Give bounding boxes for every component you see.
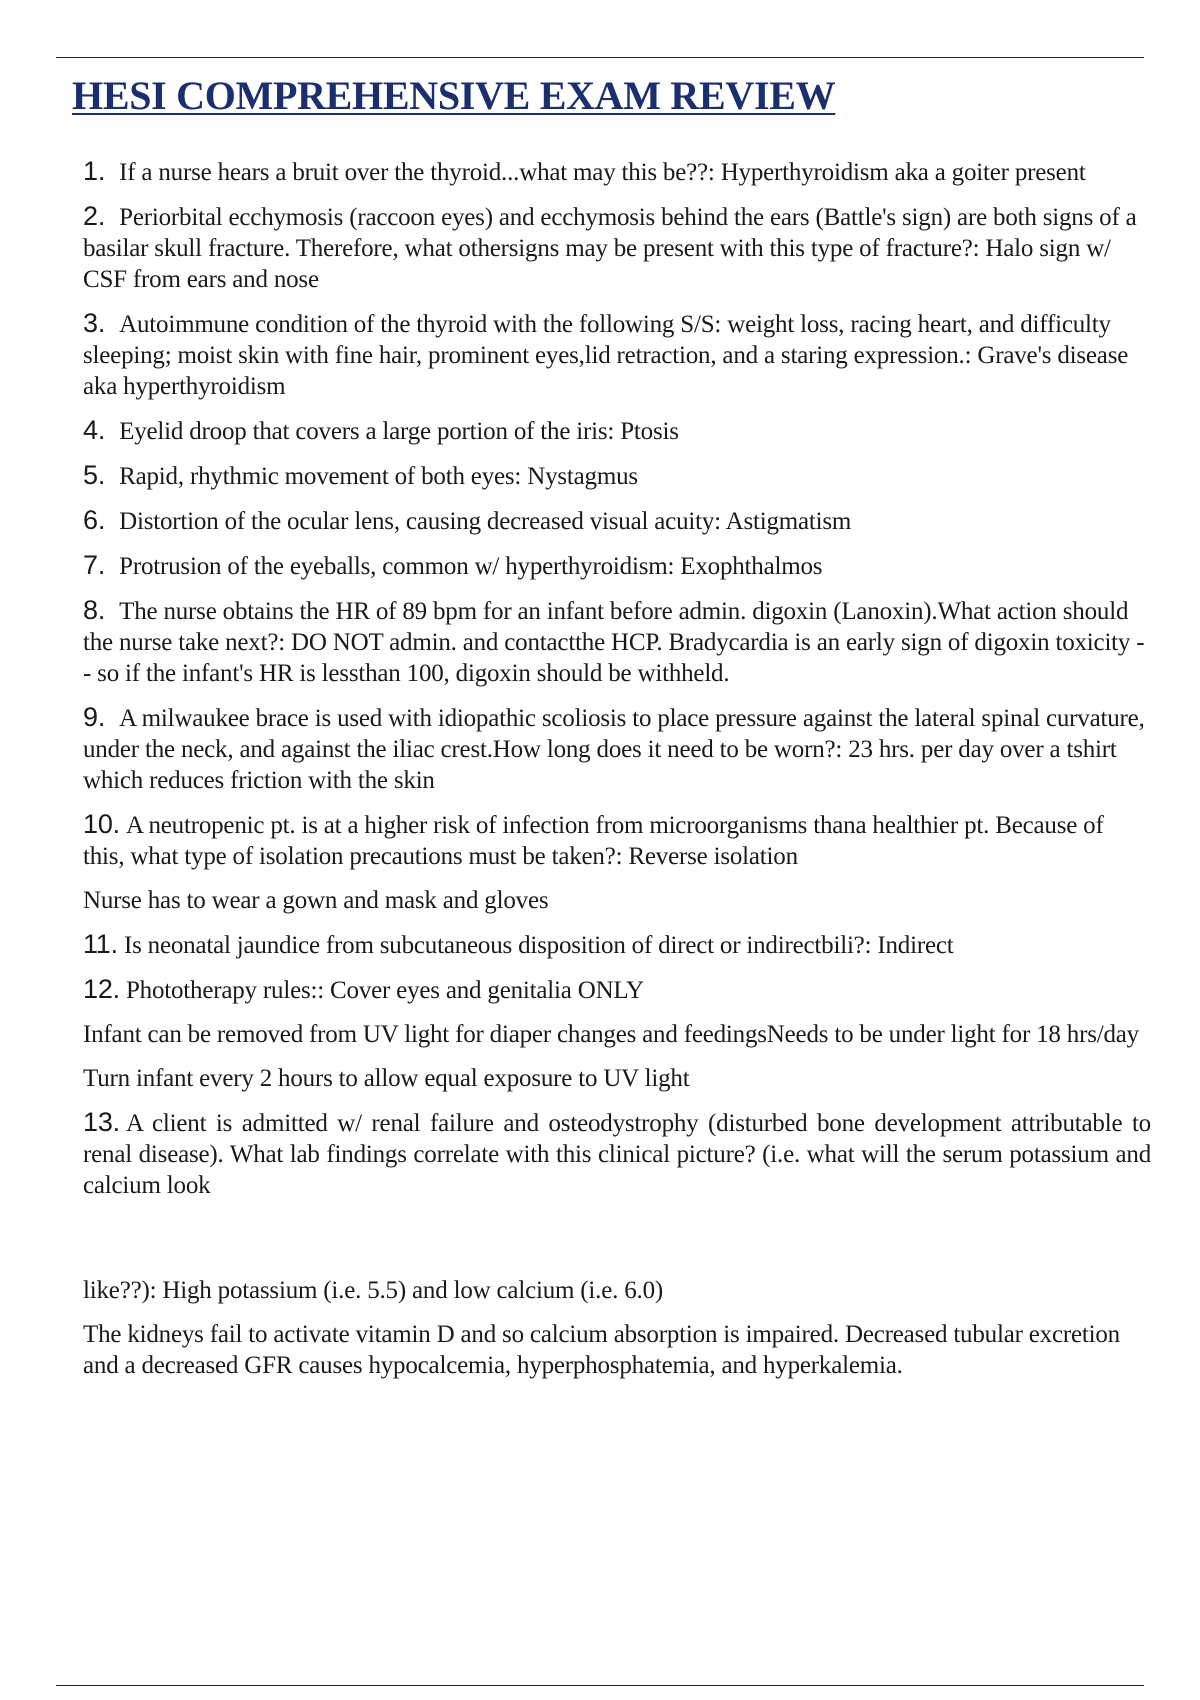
list-item-note [83,1319,1151,1381]
item-text: The nurse obtains the HR of 89 bpm for an infant before admin. digoxin (Lanoxin).What action should the nurse take next?: DO NOT admin. and contactthe HCP. Bradycardia is an early sign of digoxin toxicity -- so if the infant's HR is lessthan 100, digoxin should be withheld. [83,598,1145,687]
item-text: Autoimmune condition of the thyroid with the following S/S: weight loss, racing heart, and difficulty sleeping; moist skin with fine hair, prominent eyes,lid retraction, and a staring expression.: Grave's disease aka hyperthyroidism [83,311,1129,400]
item-text: A client is admitted w/ renal failure and osteodystrophy (disturbed bone development attributable to renal disease). What lab findings correlate with this clinical picture? (i.e. what will the serum potassium and calcium look [83,1110,1151,1199]
item-text: Infant can be removed from UV light for diaper changes and feedingsNeeds to be under light for 18 hrs/day [83,1021,1139,1048]
item-number: 9. [83,702,106,732]
list-item [83,201,1151,295]
list-item [83,415,1151,447]
item-text: A milwaukee brace is used with idiopathic scoliosis to place pressure against the lateral spinal curvature, under the neck, and against the iliac crest.How long does it need to be worn?: 23 hrs. per day over a tshirt which reduces friction with the skin [83,705,1145,794]
item-text: Periorbital ecchymosis (raccoon eyes) and ecchymosis behind the ears (Battle's sign) are both signs of a basilar skull fracture. Therefore, what othersigns may be present with this type of fracture?: Halo sign w/ CSF from ears and nose [83,204,1137,293]
item-number: 4. [83,415,106,445]
item-number: 3. [83,308,106,338]
item-number: 5. [83,460,106,490]
item-number: 10. [83,809,120,839]
item-number: 13. [83,1107,120,1137]
list-item [83,308,1151,402]
list-item [83,505,1151,537]
item-number: 11. [83,929,118,959]
item-number: 6. [83,505,106,535]
item-number: 1. [83,156,106,186]
item-text: Distortion of the ocular lens, causing decreased visual acuity: Astigmatism [119,508,852,535]
list-item [83,1107,1151,1201]
list-item [83,974,1151,1006]
item-number: 7. [83,550,106,580]
top-rule [56,57,1144,58]
list-item [83,929,1151,961]
item-text: Eyelid droop that covers a large portion of the iris: Ptosis [119,418,679,445]
item-number: 8. [83,595,106,625]
item-text: If a nurse hears a bruit over the thyroid...what may this be??: Hyperthyroidism aka a goiter present [119,159,1086,186]
item-text: Rapid, rhythmic movement of both eyes: Nystagmus [119,463,638,490]
bottom-rule [56,1685,1144,1686]
page-title: HESI COMPREHENSIVE EXAM REVIEW [72,73,836,118]
list-item-note [83,1019,1151,1050]
list-item-note [83,885,1151,916]
list-item-note [83,1275,1151,1306]
item-text: Is neonatal jaundice from subcutaneous disposition of direct or indirectbili?: Indirect [123,932,954,959]
list-item-note [83,1063,1151,1094]
list-item [83,550,1151,582]
list-item [83,702,1151,796]
item-text: Turn infant every 2 hours to allow equal exposure to UV light [83,1065,690,1092]
list-item [83,809,1151,872]
list-item [83,460,1151,492]
item-text: The kidneys fail to activate vitamin D and so calcium absorption is impaired. Decreased tubular excretion and a decreased GFR causes hypocalcemia, hyperphosphatemia, and hyperkalemia. [83,1321,1120,1379]
item-number: 2. [83,201,106,231]
item-number: 12. [83,974,120,1004]
item-text: A neutropenic pt. is at a higher risk of infection from microorganisms thana healthier pt. Because of this, what type of isolation precautions must be taken?: Reverse isolation [83,812,1104,870]
list-item [83,595,1151,689]
list-item [83,156,1151,188]
item-text: Phototherapy rules:: Cover eyes and genitalia ONLY [125,977,644,1004]
question-list [83,156,1151,1394]
item-text: Protrusion of the eyeballs, common w/ hyperthyroidism: Exophthalmos [119,553,823,580]
item-text: like??): High potassium (i.e. 5.5) and low calcium (i.e. 6.0) [83,1277,663,1304]
item-text: Nurse has to wear a gown and mask and gloves [83,887,549,914]
